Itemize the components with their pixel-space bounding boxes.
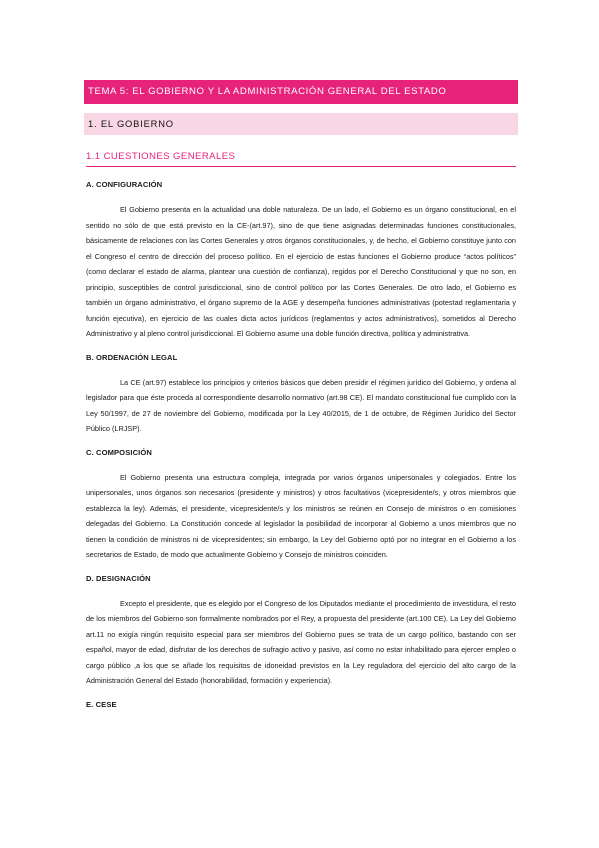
block-composicion xyxy=(86,447,516,563)
document-body xyxy=(86,179,516,722)
block-paragraph xyxy=(86,470,516,563)
topic-title: TEMA 5: EL GOBIERNO Y LA ADMINISTRACIÓN GENERAL DEL ESTADO xyxy=(84,80,518,104)
block-paragraph xyxy=(86,375,516,437)
block-heading: C. COMPOSICIÓN xyxy=(86,447,152,457)
section-heading: 1. EL GOBIERNO xyxy=(84,113,518,135)
block-heading: D. DESIGNACIÓN xyxy=(86,573,151,583)
block-designacion xyxy=(86,573,516,689)
subsection-heading: 1.1 CUESTIONES GENERALES xyxy=(86,150,516,167)
paragraph-text: El Gobierno presenta en la actualidad una doble naturaleza. De un lado, el Gobierno es un órgano constitucional, en el sentido no sólo de que está previsto en la CE-(art.97), sino de que tiene asignadas determinadas funciones constitucionales, básicamente de relaciones con las Cortes Generales y otros órganos constitucionales, y, de hecho, el Gobierno constituye junto con el Congreso el centro de dirección del proceso político. En el ejercicio de estas funciones el Gobierno produce “actos políticos” (como declarar el estado de alarma, plantear una cuestión de confianza), regidos por el Derecho Constitucional y que no son, en principio, susceptibles de control jurisdiccional, sino de control político por las Cortes Generales. De otro lado, el Gobierno es también un órgano administrativo, el órgano supremo de la AGE y desempeña funciones administrativas (potestad reglamentaria y función ejecutiva), en ejercicio de las cuales dicta actos jurídicos (reglamentos y actos administrativos), sometidos al Derecho Administrativo y al pleno control jurisdiccional. El Gobierno asume una doble función directiva, política y administrativa. xyxy=(86,205,516,338)
block-heading: E. CESE xyxy=(86,699,117,709)
paragraph-text: El Gobierno presenta una estructura compleja, integrada por varios órganos unipersonales y colegiados. Entre los unipersonales, unos órganos son necesarios (presidente y ministros) y otros facultativos (vicepresidente/s, y otros miembros que establezca la ley). Además, el presidente, vicepresidente/s y los ministros se reúnen en Consejo de ministros o en comisiones delegadas del Gobierno. La Constitución concede al legislador la posibilidad de incorporar al Gobierno a unos miembros que no tienen la condición de ministros ni de vicepresidentes; sin embargo, la Ley del Gobierno optó por no integrar en el Gobierno a los secretarios de Estado, de modo que actualmente Gobierno y Consejo de ministros coinciden. xyxy=(86,472,516,559)
block-heading: A. CONFIGURACIÓN xyxy=(86,180,163,189)
block-paragraph xyxy=(86,596,516,689)
block-configuracion xyxy=(86,179,516,342)
block-ordenacion-legal xyxy=(86,352,516,437)
paragraph-text: La CE (art.97) establece los principios y criterios básicos que deben presidir el régimen jurídico del Gobierno, y ordena al legislador para que éste proceda al correspondiente desarrollo normativo (art.98 CE). El mandato constitucional fue cumplido con la Ley 50/1997, de 27 de noviembre del Gobierno, modificada por la Ley 40/2015, de 1 de octubre, de Régimen Jurídico del Sector Público (LRJSP). xyxy=(86,377,516,433)
paragraph-text: Excepto el presidente, que es elegido por el Congreso de los Diputados mediante el procedimiento de investidura, el resto de los miembros del Gobierno son formalmente nombrados por el Rey, a propuesta del presidente (art.100 CE). La Ley del Gobierno art.11 no exigía ningún requisito especial para ser miembros del Gobierno pues se trata de un cargo político, bastando con ser español, mayor de edad, disfrutar de los derechos de sufragio activo y pasivo, así como no estar inhabilitado para ejercer empleo o cargo público ,a los que se añade los requisitos de idoneidad previstos en la Ley reguladora del ejercicio del alto cargo de la Administración General del Estado (honorabilidad, formación y experiencia). xyxy=(86,598,516,685)
block-cese xyxy=(86,699,516,711)
block-heading: B. ORDENACIÓN LEGAL xyxy=(86,352,178,362)
block-paragraph xyxy=(86,202,516,342)
